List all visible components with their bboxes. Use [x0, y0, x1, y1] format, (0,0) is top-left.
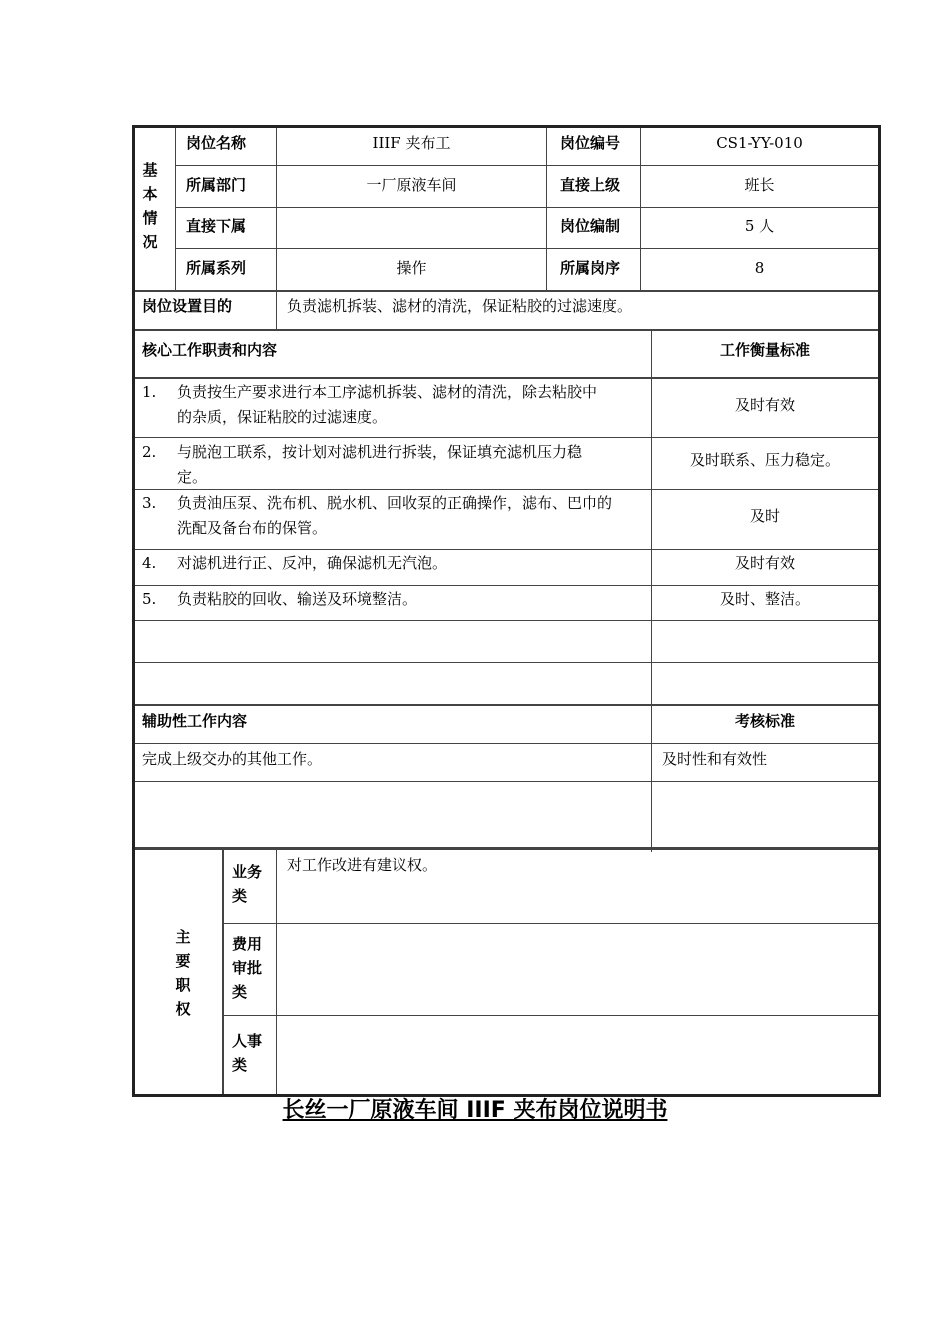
core-item-standard: 及时	[749, 507, 780, 525]
auxiliary-standard: 及时性和有效性	[662, 750, 768, 768]
subordinate-label: 直接下属	[186, 217, 247, 235]
series-value: 操作	[396, 259, 427, 277]
rank-value: 8	[754, 259, 765, 277]
row-divider	[135, 704, 878, 706]
row-divider	[222, 1015, 878, 1016]
department-label: 所属部门	[186, 176, 247, 194]
row-divider	[135, 620, 878, 621]
authority-business-label: 业务类	[232, 863, 263, 905]
core-item-line: 的杂质，保证粘胶的过滤速度。	[177, 408, 388, 426]
authority-business-text: 对工作改进有建议权。	[287, 856, 438, 874]
purpose-text: 负责滤机拆装、滤材的清洗，保证粘胶的过滤速度。	[287, 297, 633, 315]
supervisor-label: 直接上级	[560, 176, 621, 194]
core-item-line: 负责按生产要求进行本工序滤机拆装、滤材的清洗，除去粘胶中	[177, 383, 598, 401]
row-divider	[222, 923, 878, 924]
row-divider	[135, 329, 878, 331]
rank-label: 所属岗序	[560, 259, 621, 277]
basic-section-label: 基本情况	[142, 161, 158, 251]
core-item-line: 与脱泡工联系，按计划对滤机进行拆装，保证填充滤机压力稳	[177, 443, 583, 461]
authority-section-label: 主要职权	[175, 928, 191, 1018]
core-standard-header: 工作衡量标准	[719, 341, 810, 359]
col-divider	[276, 850, 277, 1094]
row-divider	[135, 662, 878, 663]
core-item-line: 负责粘胶的回收、输送及环境整洁。	[177, 590, 418, 608]
row-divider	[135, 489, 878, 490]
core-item-num: 5.	[142, 590, 157, 608]
row-divider	[135, 377, 878, 379]
auxiliary-standard-header: 考核标准	[734, 712, 795, 730]
job-code-label: 岗位编号	[560, 134, 621, 152]
core-item-num: 1.	[142, 383, 157, 401]
core-item-line: 洗配及备台布的保管。	[177, 519, 328, 537]
authority-personnel-label: 人事类	[232, 1032, 263, 1074]
row-divider	[135, 847, 878, 850]
headcount-label: 岗位编制	[560, 217, 621, 235]
job-title-label: 岗位名称	[186, 134, 247, 152]
document-title: 长丝一厂原液车间 IIIF 夹布岗位说明书	[282, 1098, 668, 1123]
row-divider	[175, 248, 878, 249]
core-item-line: 对滤机进行正、反冲，确保滤机无汽泡。	[177, 554, 448, 572]
core-item-standard: 及时有效	[734, 554, 795, 572]
row-divider	[135, 781, 878, 782]
row-divider	[135, 549, 878, 550]
job-code-value: CS1-YY-010	[716, 134, 803, 152]
department-value: 一厂原液车间	[366, 176, 457, 194]
col-divider	[546, 128, 547, 290]
core-item-num: 3.	[142, 494, 157, 512]
core-item-num: 2.	[142, 443, 157, 461]
core-item-standard: 及时有效	[734, 396, 795, 414]
series-label: 所属系列	[186, 259, 247, 277]
core-item-standard: 及时联系、压力稳定。	[689, 451, 840, 469]
col-divider	[222, 850, 224, 1094]
supervisor-value: 班长	[744, 176, 775, 194]
auxiliary-text: 完成上级交办的其他工作。	[142, 750, 323, 768]
col-divider	[276, 128, 277, 330]
job-title-value: IIIF 夹布工	[372, 134, 451, 152]
row-divider	[135, 290, 878, 292]
row-divider	[175, 207, 878, 208]
auxiliary-header: 辅助性工作内容	[142, 712, 248, 730]
col-divider	[175, 128, 176, 290]
core-item-standard: 及时、整洁。	[719, 590, 810, 608]
purpose-label: 岗位设置目的	[142, 297, 233, 315]
authority-expense-label: 费用审批类	[232, 935, 263, 1001]
row-divider	[135, 437, 878, 438]
core-item-num: 4.	[142, 554, 157, 572]
core-item-line: 负责油压泵、洗布机、脱水机、回收泵的正确操作，滤布、巴巾的	[177, 494, 613, 512]
headcount-value: 5 人	[744, 217, 775, 235]
core-item-line: 定。	[177, 468, 208, 486]
row-divider	[135, 585, 878, 586]
row-divider	[135, 743, 878, 744]
row-divider	[175, 165, 878, 166]
core-header: 核心工作职责和内容	[142, 341, 278, 359]
